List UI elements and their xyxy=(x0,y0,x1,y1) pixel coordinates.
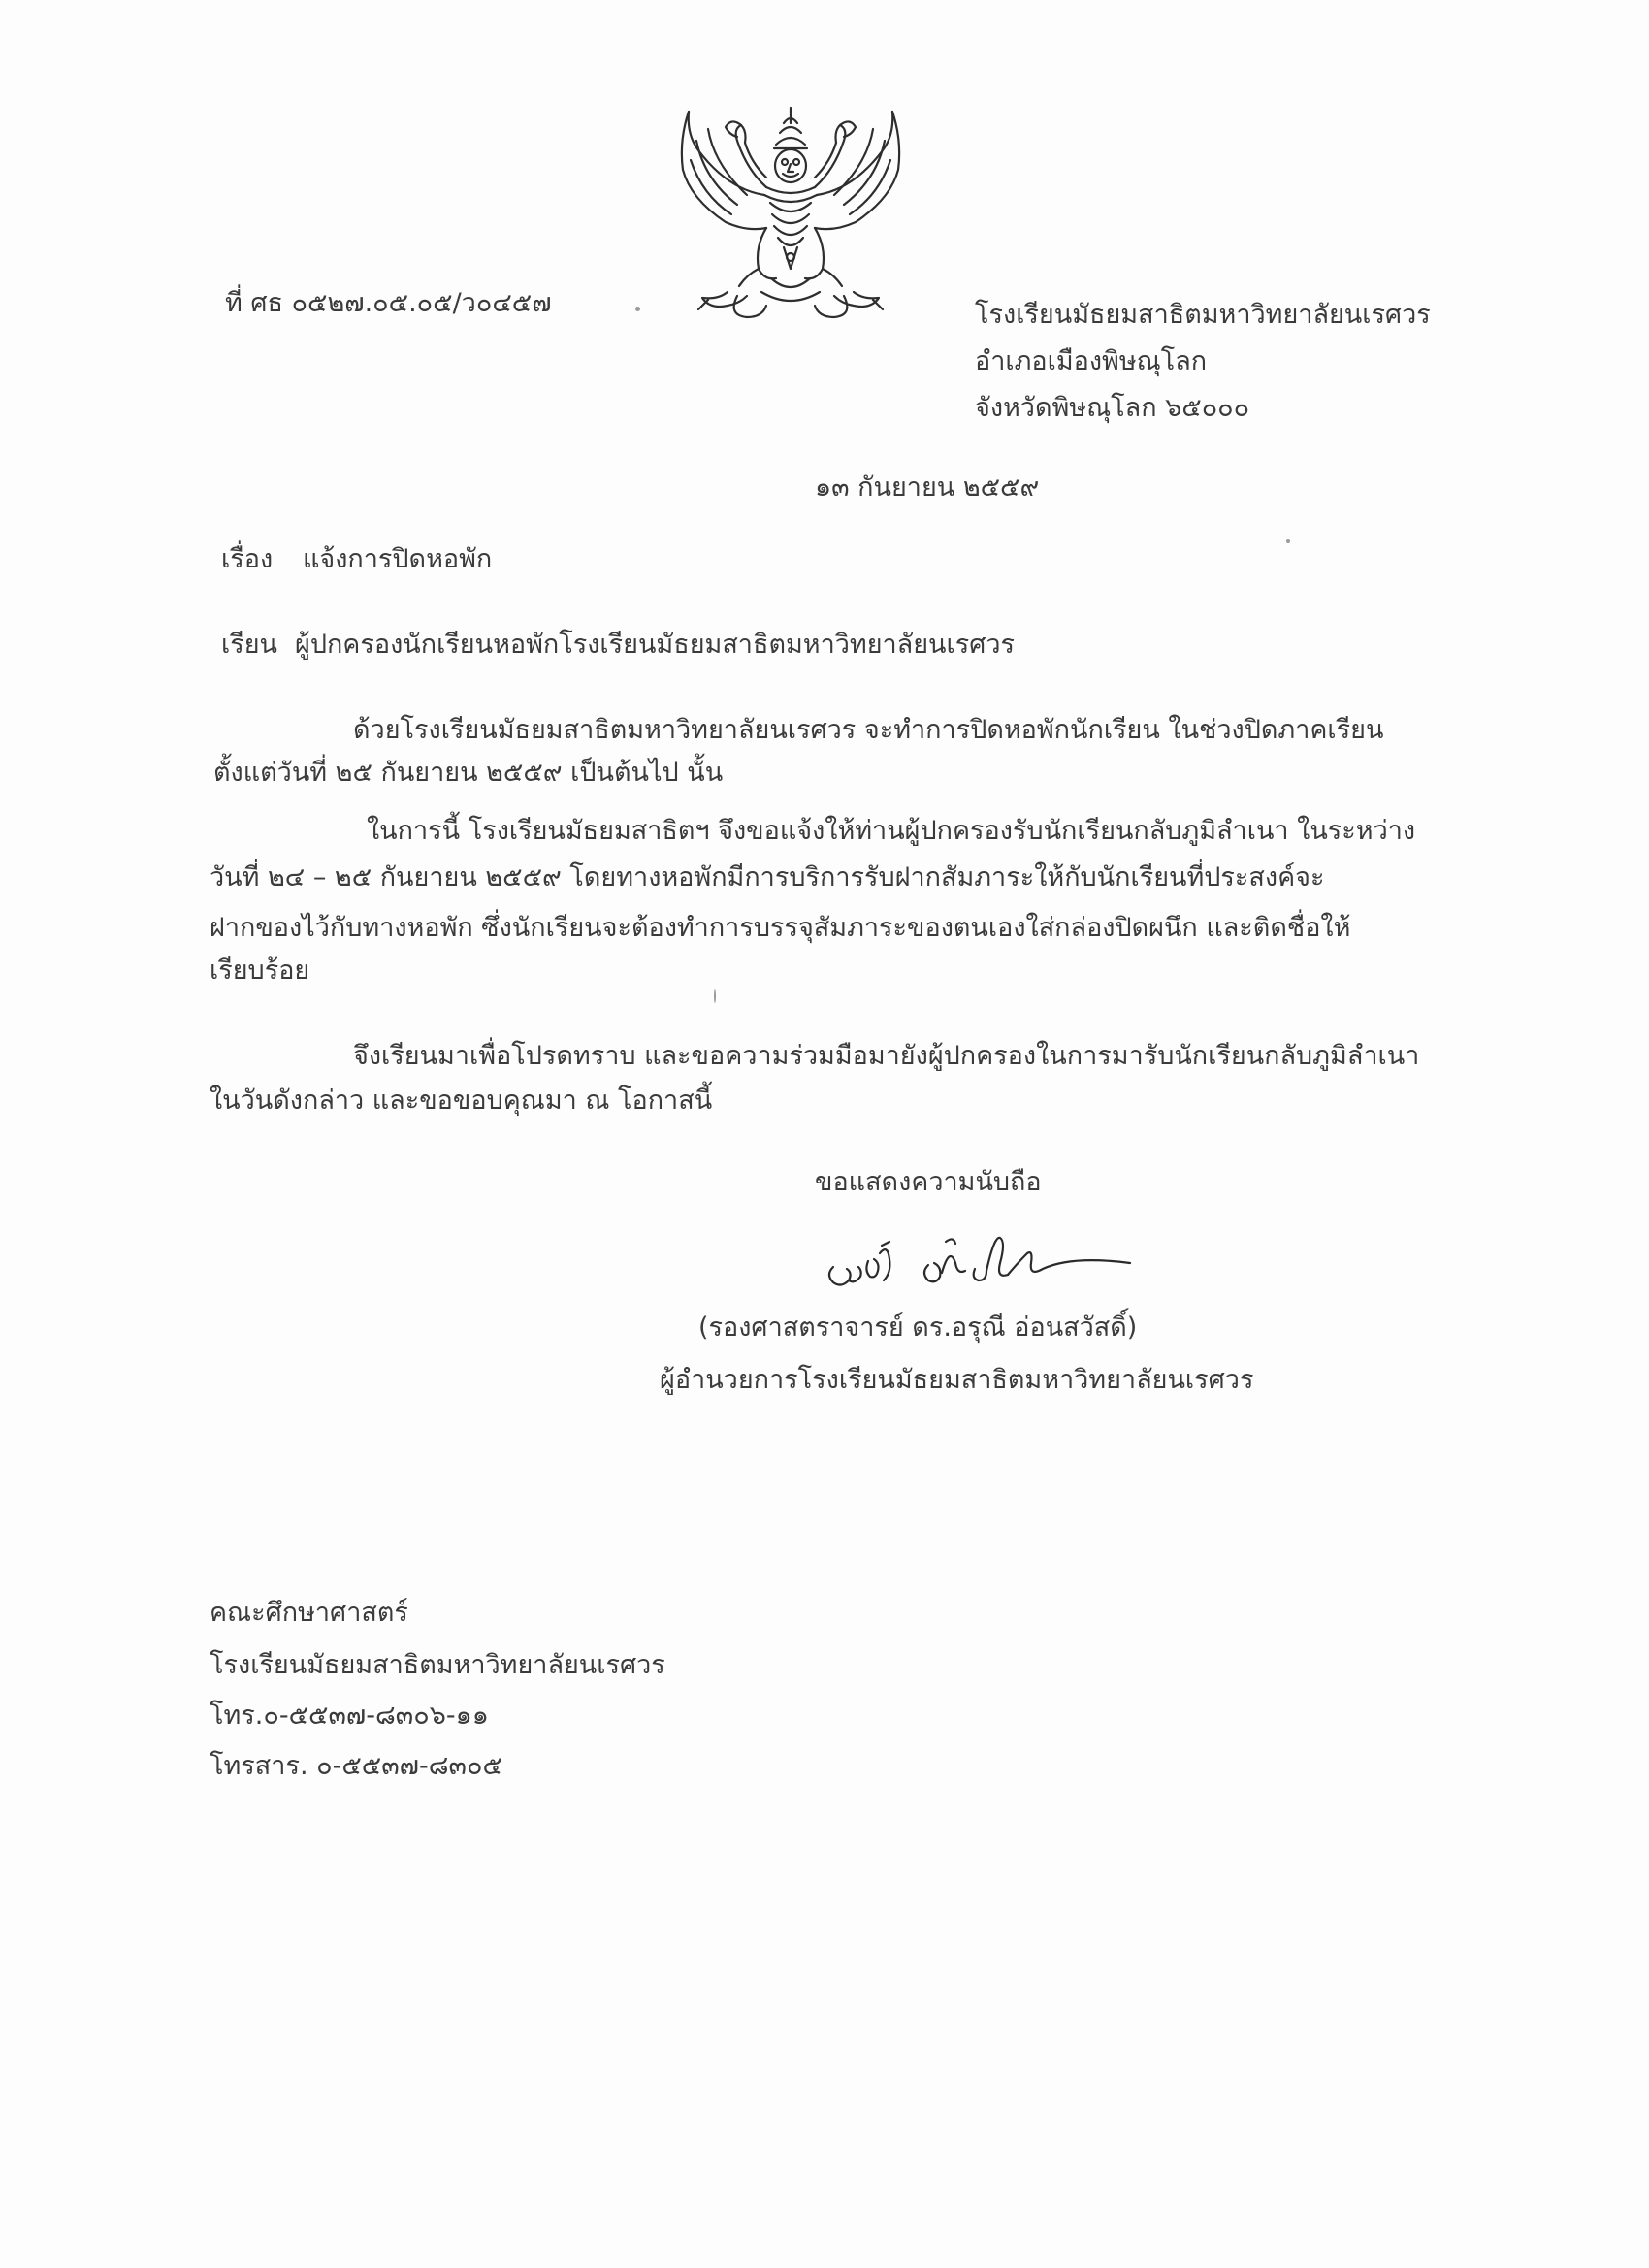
footer-department: คณะศึกษาศาสตร์ xyxy=(210,1598,408,1628)
body-paragraph-3-line-2: ในวันดังกล่าว และขอขอบคุณมา ณ โอกาสนี้ xyxy=(210,1085,713,1116)
body-paragraph-2-line-3: ฝากของไว้กับทางหอพัก ซึ่งนักเรียนจะต้องทำการบรรจุสัมภาระของตนเองใส่กล่องปิดผนึก และติดชื่อให้ xyxy=(210,913,1351,943)
recipient-text: ผู้ปกครองนักเรียนหอพักโรงเรียนมัธยมสาธิตมหาวิทยาลัยนเรศวร xyxy=(295,630,1016,660)
handwritten-signature xyxy=(820,1224,1140,1302)
subject-label: เรื่อง xyxy=(221,544,274,574)
scan-speck xyxy=(635,307,640,311)
sender-district: อำเภอเมืองพิษณุโลก xyxy=(975,346,1208,376)
signer-name: (รองศาสตราจารย์ ดร.อรุณี อ่อนสวัสดิ์) xyxy=(698,1312,1138,1343)
footer-school: โรงเรียนมัธยมสาธิตมหาวิทยาลัยนเรศวร xyxy=(210,1650,665,1680)
body-paragraph-3-line-1: จึงเรียนมาเพื่อโปรดทราบ และขอความร่วมมือมายังผู้ปกครองในการมารับนักเรียนกลับภูมิลำเนา xyxy=(353,1041,1420,1071)
body-paragraph-1-line-2: ตั้งแต่วันที่ ๒๕ กันยายน ๒๕๕๙ เป็นต้นไป นั้น xyxy=(213,758,724,788)
closing-salutation: ขอแสดงความนับถือ xyxy=(815,1167,1042,1197)
sender-province: จังหวัดพิษณุโลก ๖๕๐๐๐ xyxy=(975,393,1250,423)
scan-speck xyxy=(1286,539,1290,543)
footer-fax: โทรสาร. ๐-๕๕๓๗-๘๓๐๕ xyxy=(210,1751,502,1781)
recipient-label: เรียน xyxy=(221,630,278,660)
footer-phone: โทร.๐-๕๕๓๗-๘๓๐๖-๑๑ xyxy=(210,1701,489,1731)
letter-date: ๑๓ กันยายน ๒๕๕๙ xyxy=(815,472,1040,502)
body-paragraph-1-line-1: ด้วยโรงเรียนมัธยมสาธิตมหาวิทยาลัยนเรศวร จะทำการปิดหอพักนักเรียน ในช่วงปิดภาคเรียน xyxy=(353,715,1384,745)
scan-speck xyxy=(714,989,716,1003)
signer-title: ผู้อำนวยการโรงเรียนมัธยมสาธิตมหาวิทยาลัยนเรศวร xyxy=(660,1365,1254,1395)
garuda-emblem-icon xyxy=(669,102,912,325)
body-paragraph-2-line-1: ในการนี้ โรงเรียนมัธยมสาธิตฯ จึงขอแจ้งให้ท่านผู้ปกครองรับนักเรียนกลับภูมิลำเนา ในระหว่าง xyxy=(367,816,1416,846)
sender-org-name: โรงเรียนมัธยมสาธิตมหาวิทยาลัยนเรศวร xyxy=(975,300,1431,330)
reference-number: ที่ ศธ ๐๕๒๗.๐๕.๐๕/ว๐๔๕๗ xyxy=(225,288,552,318)
body-paragraph-2-line-4: เรียบร้อย xyxy=(210,956,310,986)
subject-text: แจ้งการปิดหอพัก xyxy=(303,544,493,574)
body-paragraph-2-line-2: วันที่ ๒๔ – ๒๕ กันยายน ๒๕๕๙ โดยทางหอพักมีการบริการรับฝากสัมภาระให้กับนักเรียนที่ประสงค์จะ xyxy=(210,862,1325,892)
